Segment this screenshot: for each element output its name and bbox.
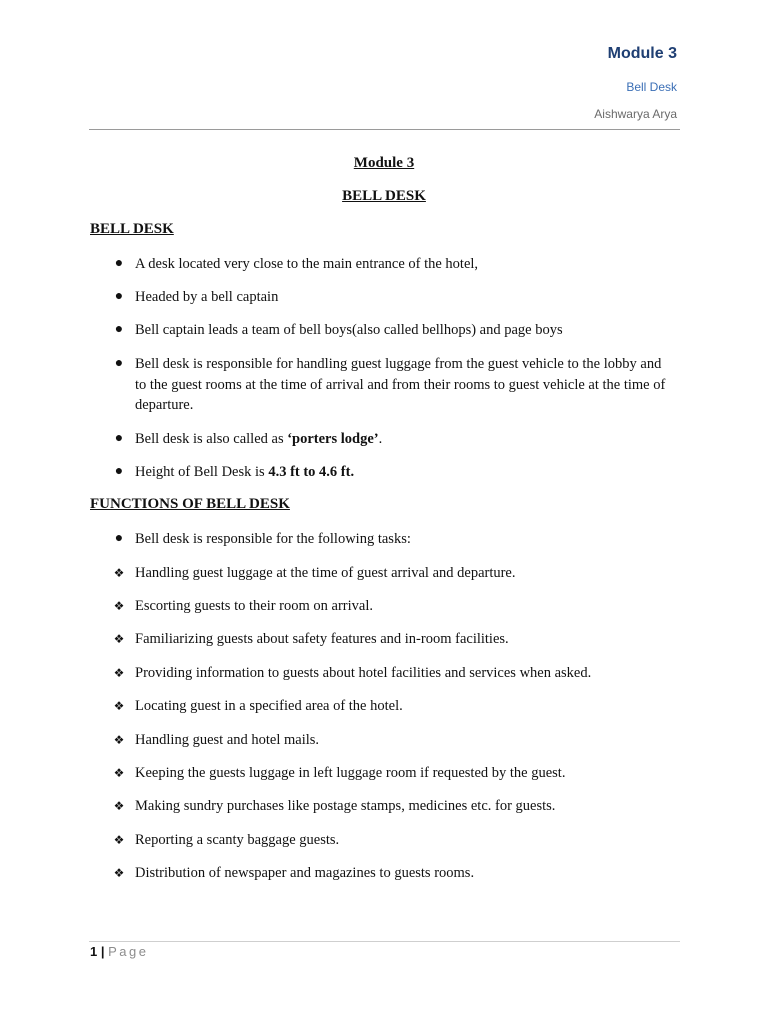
section-bell-desk-heading: BELL DESK — [90, 221, 174, 237]
section-functions-heading: FUNCTIONS OF BELL DESK — [90, 496, 290, 512]
task-item: ❖ Escorting guests to their room on arrival. — [135, 596, 670, 617]
header-divider — [89, 129, 680, 130]
list-item: ● A desk located very close to the main entrance of the hotel, — [135, 254, 670, 275]
diamond-bullet-icon: ❖ — [113, 699, 125, 713]
diamond-bullet-icon: ❖ — [113, 833, 125, 847]
diamond-bullet-icon: ❖ — [113, 733, 125, 747]
task-item: ❖ Distribution of newspaper and magazines to guests rooms. — [135, 863, 670, 884]
bullet-icon: ● — [114, 356, 124, 371]
list-item: ● Bell desk is also called as ‘porters lodge’. — [135, 429, 670, 450]
bullet-icon: ● — [114, 531, 124, 546]
diamond-bullet-icon: ❖ — [113, 866, 125, 880]
task-item: ❖ Handling guest luggage at the time of guest arrival and departure. — [135, 563, 670, 584]
task-item: ❖ Locating guest in a specified area of the hotel. — [135, 696, 670, 717]
bullet-icon: ● — [114, 289, 124, 304]
task-item: ❖ Handling guest and hotel mails. — [135, 730, 670, 751]
task-item: ❖ Providing information to guests about hotel facilities and services when asked. — [135, 663, 670, 684]
footer-separator: | — [100, 944, 105, 959]
diamond-bullet-icon: ❖ — [113, 666, 125, 680]
bullet-icon: ● — [114, 431, 124, 446]
header-title: Module 3 — [607, 45, 677, 62]
page-footer — [90, 944, 149, 959]
main-heading: BELL DESK — [342, 188, 426, 204]
footer-divider — [89, 941, 680, 942]
list-item: ● Bell captain leads a team of bell boys(also called bellhops) and page boys — [135, 320, 670, 341]
header-subtitle: Bell Desk — [626, 80, 677, 94]
task-item: ❖ Reporting a scanty baggage guests. — [135, 830, 670, 851]
task-item: ❖ Making sundry purchases like postage stamps, medicines etc. for guests. — [135, 796, 670, 817]
list-item: ● Headed by a bell captain — [135, 287, 670, 308]
diamond-bullet-icon: ❖ — [113, 599, 125, 613]
bullet-icon: ● — [114, 322, 124, 337]
diamond-bullet-icon: ❖ — [113, 632, 125, 646]
diamond-bullet-icon: ❖ — [113, 766, 125, 780]
module-heading: Module 3 — [353, 155, 415, 171]
list-item: ● Height of Bell Desk is 4.3 ft to 4.6 ft. — [135, 462, 670, 483]
task-item: ❖ Keeping the guests luggage in left luggage room if requested by the guest. — [135, 763, 670, 784]
task-item: ❖ Familiarizing guests about safety features and in-room facilities. — [135, 629, 670, 650]
diamond-bullet-icon: ❖ — [113, 566, 125, 580]
list-item: ● Bell desk is responsible for handling guest luggage from the guest vehicle to the lobby and to the guest rooms at the time of arrival and from their rooms to guest vehicle at the time of departure. — [135, 354, 670, 416]
bullet-icon: ● — [114, 256, 124, 271]
list-item: ● Bell desk is responsible for the following tasks: — [135, 529, 670, 550]
page-number: 1 — [90, 944, 98, 959]
bullet-icon: ● — [114, 464, 124, 479]
header-author: Aishwarya Arya — [594, 107, 677, 121]
diamond-bullet-icon: ❖ — [113, 799, 125, 813]
page-label: Page — [108, 944, 149, 959]
